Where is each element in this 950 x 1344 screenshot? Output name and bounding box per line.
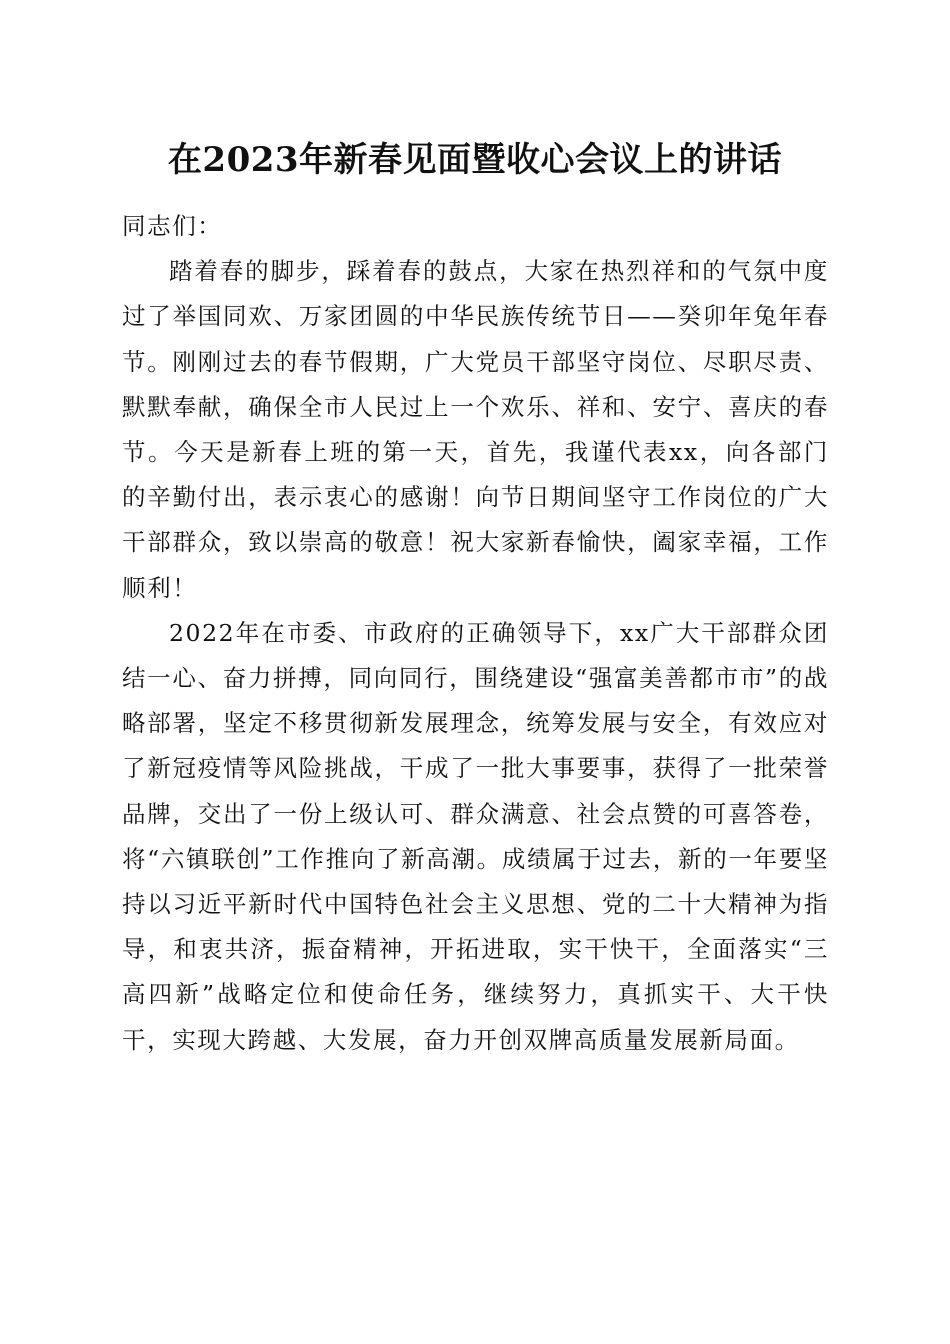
paragraph-1: 踏着春的脚步，踩着春的鼓点，大家在热烈祥和的气氛中度过了举国同欢、万家团圆的中华民族传统节日——癸卯年兔年春节。刚刚过去的春节假期，广大党员干部坚守岗位、尽职尽责、默默奉献，确保全市人民过上一个欢乐、祥和、安宁、喜庆的春节。今天是新春上班的第一天，首先，我谨代表xx，向各部门的辛勤付出，表示衷心的感谢！向节日期间坚守工作岗位的广大干部群众，致以崇高的敬意！祝大家新春愉快，阖家幸福，工作顺利！ [122, 257, 829, 602]
paragraph-2: 2022年在市委、市政府的正确领导下，xx广大干部群众团结一心、奋力拼搏，同向同行，围绕建设“强富美善都市市”的战略部署，坚定不移贯彻新发展理念，统筹发展与安全，有效应对了新冠疫情等风险挑战，干成了一批大事要事，获得了一批荣誉品牌，交出了一份上级认可、群众满意、社会点赞的可喜答卷，将“六镇联创”工作推向了新高潮。成绩属于过去，新的一年要坚持以习近平新时代中国特色社会主义思想、党的二十大精神为指导，和衷共济，振奋精神，开拓进取，实干快干，全面落实“三高四新”战略定位和使命任务，继续努力，真抓实干、大干快干，实现大跨越、大发展，奋力开创双牌高质量发展新局面。 [122, 618, 829, 1054]
salutation: 同志们： [122, 212, 223, 240]
document-title: 在2023年新春见面暨收心会议上的讲话 [167, 140, 783, 180]
document-body [122, 204, 829, 1063]
